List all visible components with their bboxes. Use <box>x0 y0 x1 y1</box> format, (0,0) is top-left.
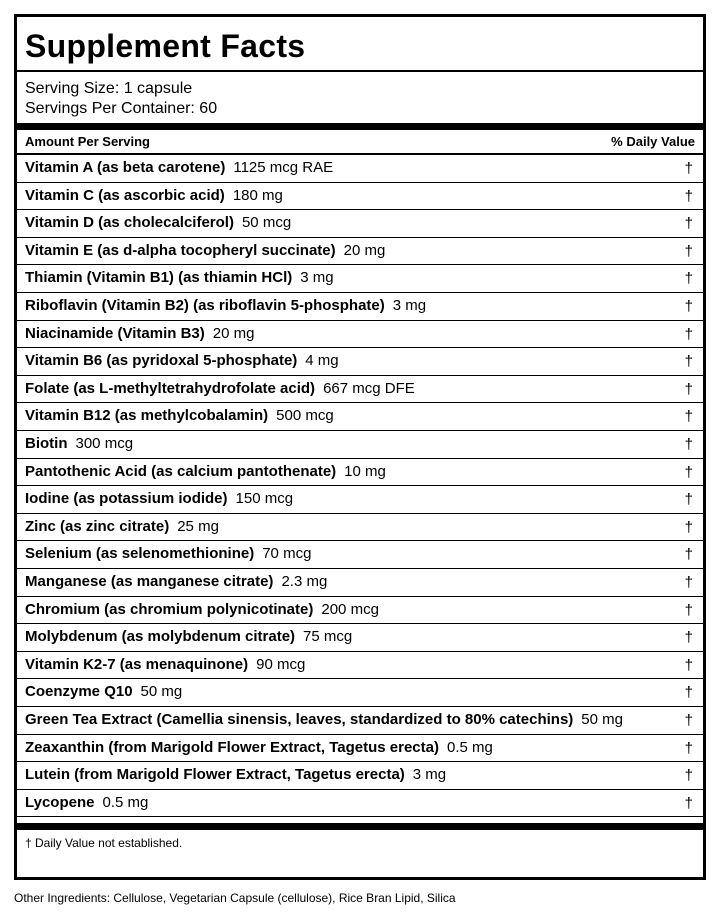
nutrient-amount: 4 mg <box>305 352 339 370</box>
nutrient-name: Biotin <box>25 435 68 452</box>
daily-value-dagger: † <box>684 656 693 674</box>
nutrient-label <box>25 710 623 729</box>
nutrient-row <box>17 431 703 459</box>
nutrient-row <box>17 155 703 183</box>
nutrient-row <box>17 541 703 569</box>
nutrient-row <box>17 597 703 625</box>
nutrient-label <box>25 434 133 453</box>
nutrient-name: Zinc (as zinc citrate) <box>25 517 170 535</box>
nutrient-label <box>25 268 334 287</box>
nutrient-amount: 500 mcg <box>276 407 334 425</box>
daily-value-dagger: † <box>684 380 693 398</box>
nutrient-name: Niacinamide (Vitamin B3) <box>25 324 205 342</box>
nutrient-name: Lutein (from Marigold Flower Extract, Tagetus erecta) <box>25 766 405 784</box>
nutrient-label <box>25 213 291 232</box>
serving-size: Serving Size: 1 capsule <box>25 80 193 97</box>
daily-value-dagger: † <box>684 298 693 315</box>
nutrient-label <box>25 600 379 619</box>
daily-value-dagger: † <box>684 491 693 509</box>
nutrient-name: Iodine (as potassium iodide) <box>25 490 228 508</box>
nutrient-row <box>17 735 703 763</box>
nutrient-name: Vitamin B6 (as pyridoxal 5-phosphate) <box>25 352 298 370</box>
daily-value-dagger: † <box>684 187 693 205</box>
divider-thick <box>17 123 703 130</box>
nutrient-label <box>25 682 182 701</box>
other-ingredients: Other Ingredients: Cellulose, Vegetarian Capsule (cellulose), Rice Bran Lipid, Silica <box>14 891 456 905</box>
nutrient-name: Chromium (as chromium polynicotinate) <box>25 600 314 618</box>
daily-value-dagger: † <box>684 436 693 453</box>
nutrient-name: Lycopene <box>25 793 95 811</box>
daily-value-dagger: † <box>684 767 693 785</box>
nutrient-row <box>17 183 703 211</box>
nutrient-amount: 200 mcg <box>321 600 379 618</box>
nutrient-name: Vitamin B12 (as methylcobalamin) <box>25 407 269 425</box>
nutrient-amount: 3 mg <box>300 269 334 287</box>
daily-value-dagger: † <box>684 574 693 591</box>
nutrient-row <box>17 238 703 266</box>
daily-value-dagger: † <box>684 739 693 757</box>
nutrient-row <box>17 459 703 487</box>
divider-thick <box>17 823 703 830</box>
nutrient-amount: 90 mcg <box>256 655 306 673</box>
nutrient-name: Vitamin D (as cholecalciferol) <box>25 214 234 232</box>
nutrient-amount: 180 mg <box>232 186 283 204</box>
nutrient-label <box>25 406 334 425</box>
nutrient-row <box>17 210 703 238</box>
nutrient-amount: 70 mcg <box>262 545 312 563</box>
nutrient-row <box>17 762 703 790</box>
daily-value-dagger: † <box>684 794 693 812</box>
nutrient-row <box>17 652 703 680</box>
nutrient-row <box>17 321 703 349</box>
nutrient-name: Thiamin (Vitamin B1) (as thiamin HCl) <box>25 269 293 287</box>
nutrient-amount: 150 mcg <box>235 490 294 508</box>
nutrient-label <box>25 572 327 591</box>
nutrient-label <box>25 186 283 205</box>
nutrient-amount: 75 mcg <box>303 628 353 646</box>
nutrient-name: Manganese (as manganese citrate) <box>25 573 274 590</box>
nutrient-row <box>17 624 703 652</box>
daily-value-dagger: † <box>684 160 693 177</box>
nutrient-label <box>25 738 493 757</box>
nutrient-row <box>17 376 703 404</box>
daily-value-dagger: † <box>684 684 693 702</box>
daily-value-header: % Daily Value <box>611 134 695 149</box>
nutrient-label <box>25 765 446 784</box>
daily-value-dagger: † <box>684 325 693 343</box>
nutrient-row <box>17 514 703 542</box>
nutrient-amount: 667 mcg DFE <box>323 379 415 397</box>
nutrient-amount: 25 mg <box>177 517 219 535</box>
nutrient-row <box>17 265 703 293</box>
nutrient-row <box>17 486 703 514</box>
nutrient-amount: 3 mg <box>392 297 427 314</box>
nutrient-row <box>17 707 703 735</box>
nutrient-label <box>25 544 311 563</box>
nutrient-row <box>17 293 703 321</box>
daily-value-dagger: † <box>684 601 693 619</box>
nutrient-row <box>17 679 703 707</box>
nutrient-amount: 20 mg <box>343 241 386 259</box>
divider <box>17 70 703 72</box>
nutrient-label <box>25 158 333 177</box>
nutrient-label <box>25 517 219 536</box>
nutrient-amount: 3 mg <box>412 766 447 784</box>
nutrient-name: Vitamin C (as ascorbic acid) <box>25 186 225 204</box>
nutrient-label <box>25 379 415 398</box>
nutrient-amount: 300 mcg <box>75 435 134 452</box>
daily-value-dagger: † <box>684 242 693 260</box>
nutrient-amount: 0.5 mg <box>102 793 149 811</box>
nutrient-amount: 20 mg <box>212 324 255 342</box>
nutrient-amount: 1125 mcg RAE <box>233 159 334 176</box>
daily-value-dagger: † <box>684 408 693 426</box>
nutrient-label <box>25 489 293 508</box>
nutrient-name: Green Tea Extract (Camellia sinensis, leaves, standardized to 80% catechins) <box>25 711 574 728</box>
supplement-facts-panel <box>14 14 706 880</box>
daily-value-dagger: † <box>684 712 693 729</box>
nutrient-label <box>25 655 305 674</box>
amount-per-serving-header: Amount Per Serving <box>25 134 150 149</box>
nutrient-label <box>25 627 352 646</box>
nutrient-amount: 2.3 mg <box>281 573 328 590</box>
nutrient-label <box>25 351 339 370</box>
daily-value-dagger: † <box>684 546 693 564</box>
nutrient-row <box>17 569 703 597</box>
nutrient-name: Vitamin K2-7 (as menaquinone) <box>25 655 249 673</box>
nutrient-row <box>17 403 703 431</box>
nutrient-name: Vitamin E (as d-alpha tocopheryl succinate) <box>25 241 336 259</box>
daily-value-dagger: † <box>684 629 693 647</box>
nutrient-label <box>25 793 148 812</box>
nutrient-label <box>25 241 385 260</box>
nutrient-label <box>25 462 386 481</box>
nutrient-label <box>25 296 426 315</box>
nutrient-amount: 50 mcg <box>241 214 292 232</box>
nutrient-name: Riboflavin (Vitamin B2) (as riboflavin 5-phosphate) <box>25 297 385 314</box>
daily-value-dagger: † <box>684 215 693 233</box>
nutrient-amount: 10 mg <box>344 462 386 480</box>
nutrient-row <box>17 790 703 818</box>
daily-value-dagger: † <box>684 270 693 288</box>
nutrient-name: Folate (as L-methyltetrahydrofolate acid) <box>25 379 316 397</box>
nutrient-name: Vitamin A (as beta carotene) <box>25 159 226 176</box>
nutrient-label <box>25 324 254 343</box>
daily-value-dagger: † <box>684 463 693 481</box>
footnote: † Daily Value not established. <box>25 836 183 850</box>
nutrient-name: Selenium (as selenomethionine) <box>25 545 255 563</box>
nutrient-name: Molybdenum (as molybdenum citrate) <box>25 628 296 646</box>
daily-value-dagger: † <box>684 518 693 536</box>
nutrient-name: Zeaxanthin (from Marigold Flower Extract, Tagetus erecta) <box>25 738 439 756</box>
nutrient-amount: 0.5 mg <box>446 738 493 756</box>
servings-per-container: Servings Per Container: 60 <box>25 100 218 117</box>
nutrient-name: Coenzyme Q10 <box>25 683 133 701</box>
nutrient-name: Pantothenic Acid (as calcium pantothenate) <box>25 462 337 480</box>
nutrient-amount: 50 mg <box>581 711 623 728</box>
panel-title: Supplement Facts <box>25 28 306 64</box>
daily-value-dagger: † <box>684 353 693 371</box>
nutrient-row <box>17 348 703 376</box>
nutrient-amount: 50 mg <box>140 683 183 701</box>
